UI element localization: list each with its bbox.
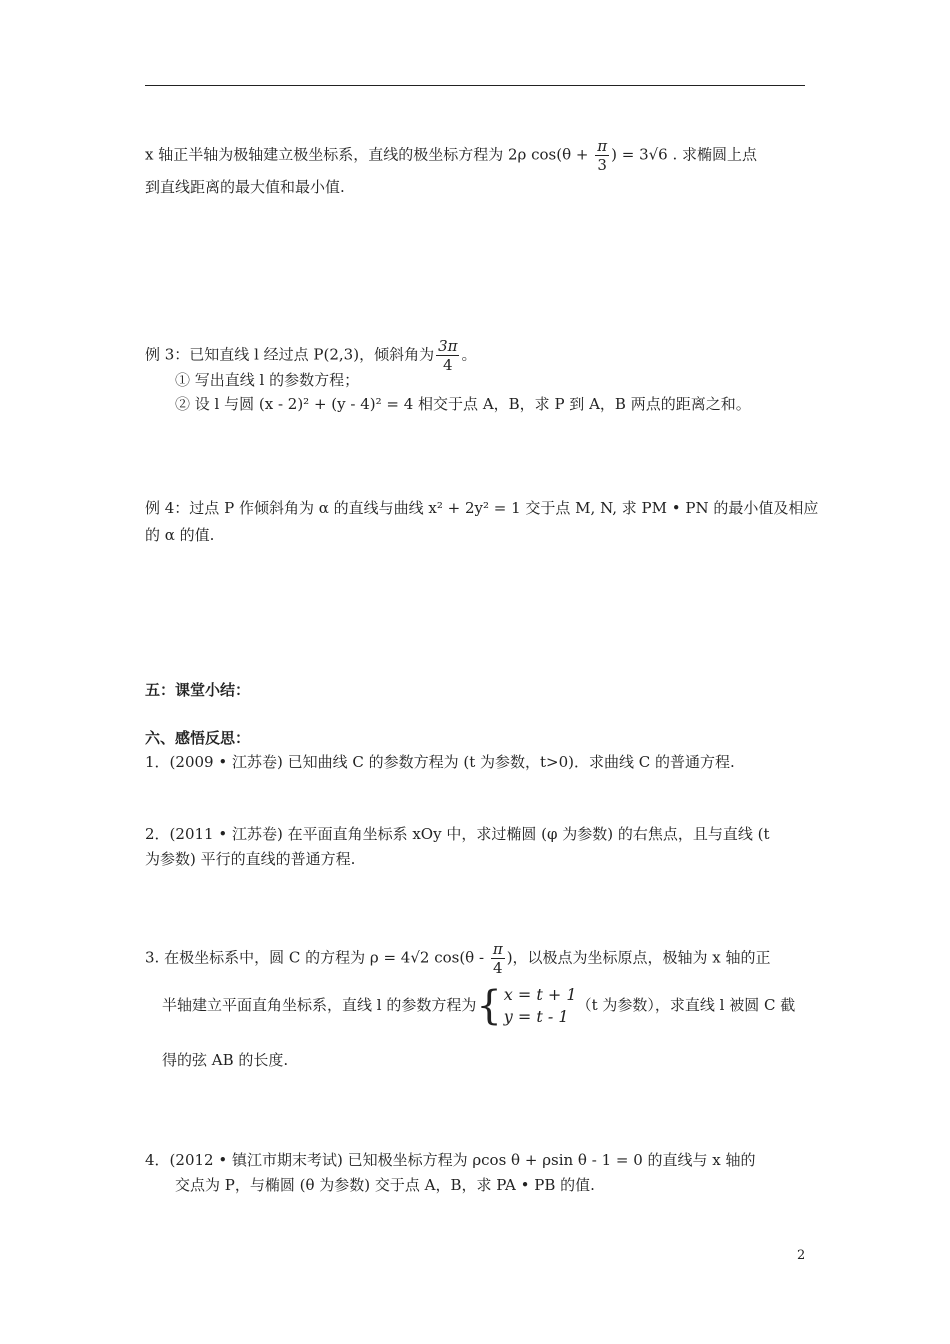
example-4-line-1: 例 4：过点 P 作倾斜角为 α 的直线与曲线 x² + 2y² = 1 交于点 M, N, 求 PM • PN 的最小值及相应 [145,499,819,517]
text: )，以极点为坐标原点，极轴为 x 轴的正 [506,948,771,967]
text: 3. 在极坐标系中，圆 C 的方程为 ρ = 4√2 cos(θ - [145,948,489,967]
example-3-intro [145,337,477,374]
text: 。 [461,345,477,364]
example-3-question-1: ① 写出直线 l 的参数方程； [175,371,360,389]
equation-system [504,984,577,1028]
equation-2: y = t - 1 [503,1007,569,1026]
text: （t 为参数），求直线 l 被圆 C 截 [576,996,796,1014]
text: 半轴建立平面直角坐标系，直线 l 的参数方程为 [162,996,477,1014]
question-3-line-1 [145,940,771,977]
page-number: 2 [797,1248,806,1263]
example-3-question-2: ② 设 l 与圆 (x - 2)² + (y - 4)² = 4 相交于点 A，B，求 P 到 A，B 两点的距离之和。 [175,395,751,413]
question-3-line-2 [162,984,795,1028]
question-3-line-3: 得的弦 AB 的长度. [162,1051,289,1069]
question-2-line-1: 2．(2011 • 江苏卷) 在平面直角坐标系 xOy 中，求过椭圆 (φ 为参数) 的右焦点，且与直线 (t [145,825,770,843]
header-rule [145,85,805,86]
example-4-line-2: 的 α 的值. [145,526,215,544]
text: ) = 3√6 . 求椭圆上点 [611,145,758,164]
question-4-line-1: 4．(2012 • 镇江市期末考试) 已知极坐标方程为 ρcos θ + ρsin θ - 1 = 0 的直线与 x 轴的 [145,1151,756,1169]
section-5-heading: 五：课堂小结： [145,681,251,699]
question-4-line-2: 交点为 P，与椭圆 (θ 为参数) 交于点 A，B，求 PA • PB 的值. [175,1176,595,1194]
section-6-heading: 六、感悟反思： [145,729,251,747]
fraction-pi-over-4: $\frac{\pi}{4}$ [492,940,503,977]
continued-problem-line-1 [145,137,757,174]
equation-1: x = t + 1 [503,985,577,1004]
continued-problem-line-2: 到直线距离的最大值和最小值. [145,178,345,196]
question-1: 1．(2009 • 江苏卷) 已知曲线 C 的参数方程为 (t 为参数，t>0)．求曲线 C 的普通方程. [145,753,735,771]
text: 例 3：已知直线 l 经过点 P(2,3)，倾斜角为 [145,345,435,364]
question-2-line-2: 为参数) 平行的直线的普通方程. [145,850,356,868]
fraction-pi-over-3: $\frac{\pi}{3}$ [597,137,608,174]
left-brace: { [476,983,502,1029]
fraction-3pi-over-4: $\frac{3\pi}{4}$ [438,337,458,374]
text: x 轴正半轴为极轴建立极坐标系，直线的极坐标方程为 2ρ cos(θ + [145,145,594,164]
